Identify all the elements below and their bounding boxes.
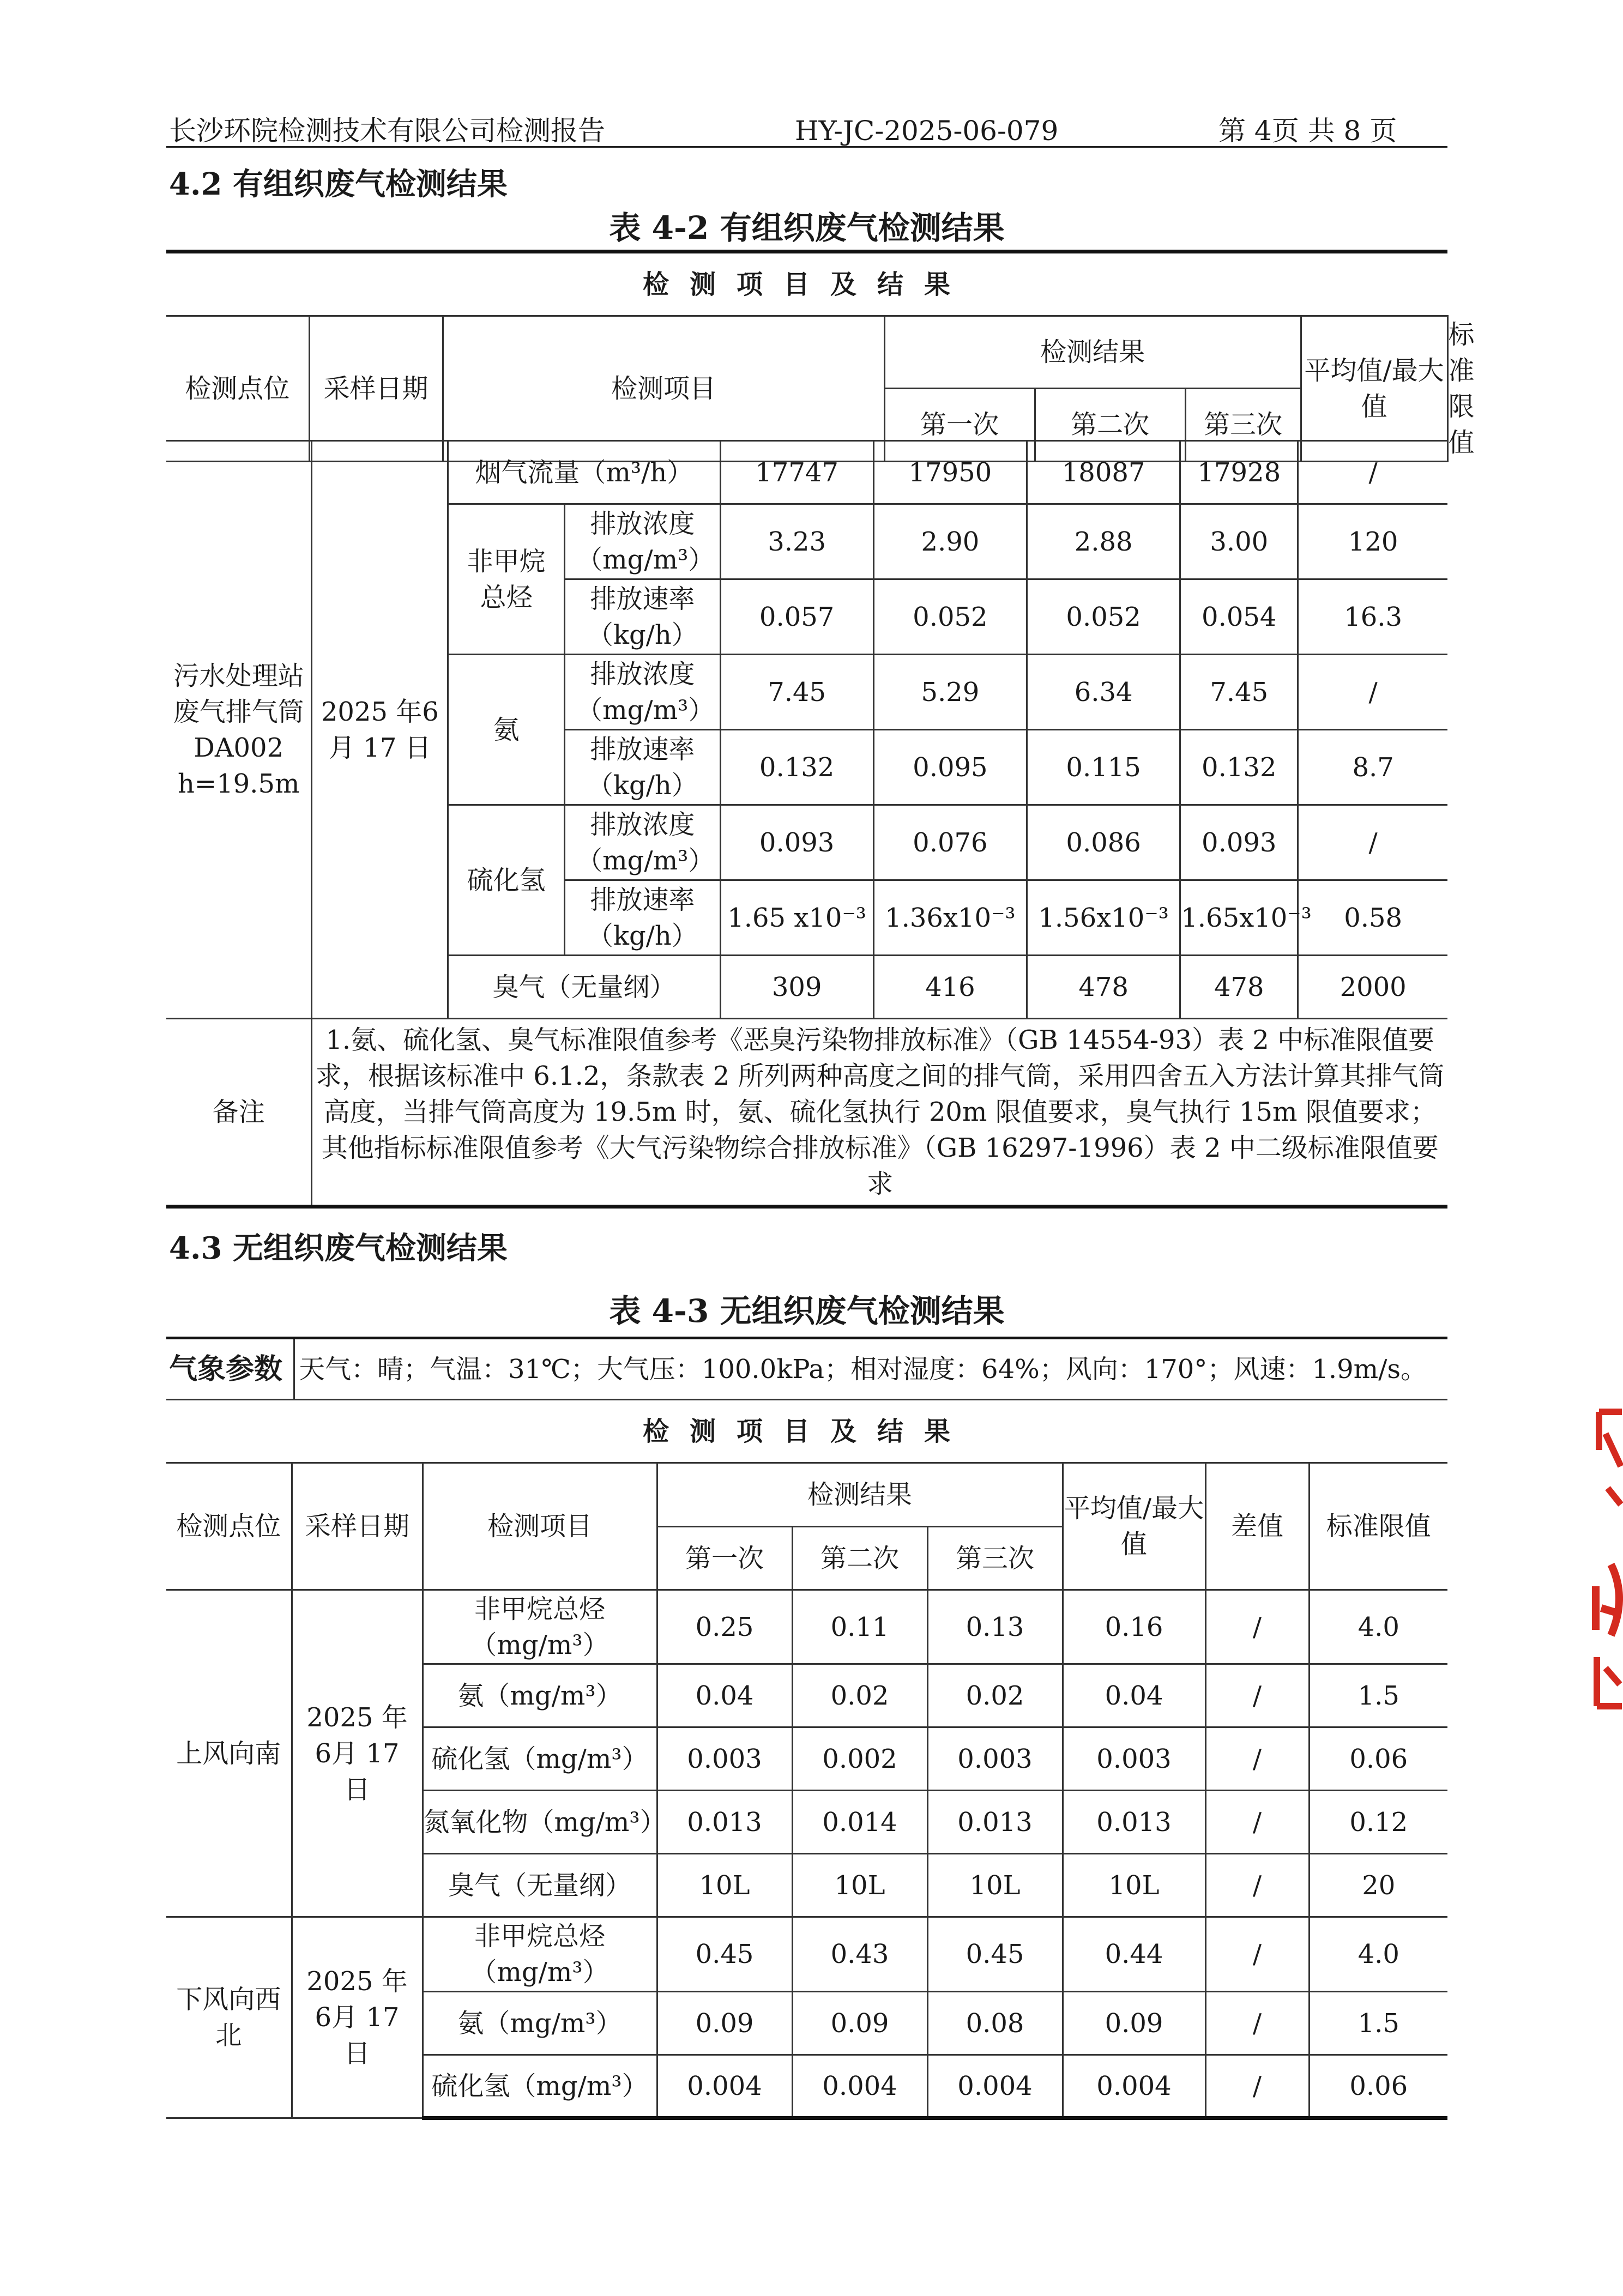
- td-v1: 0.057: [720, 579, 873, 655]
- td-avg: 0.04: [1063, 1664, 1205, 1727]
- header-company: 长沙环院检测技术有限公司检测报告: [169, 115, 605, 147]
- td-v2: 0.076: [873, 805, 1027, 880]
- td-v2: 0.11: [792, 1590, 927, 1664]
- td-limit: 8.7: [1298, 730, 1447, 805]
- td-v3: 2.88: [1027, 504, 1180, 579]
- th-avg: 平均值/最大值: [1063, 1463, 1205, 1590]
- td-avg: 0.003: [1063, 1727, 1205, 1791]
- td-limit: 120: [1298, 504, 1447, 579]
- td-limit: /: [1298, 441, 1447, 504]
- td-avg: 0.054: [1180, 579, 1298, 655]
- td-v1: 17747: [720, 441, 873, 504]
- table-row: [166, 441, 1447, 504]
- th-second: 第二次: [1035, 388, 1185, 461]
- td-v3: 18087: [1027, 441, 1180, 504]
- td-v2: 0.002: [792, 1727, 927, 1791]
- td-diff: /: [1205, 1791, 1309, 1854]
- table-row: [166, 1917, 1447, 1992]
- th-avg: 平均值/最大值: [1301, 316, 1447, 462]
- td-v3: 0.003: [927, 1727, 1063, 1791]
- td-limit: 4.0: [1309, 1590, 1447, 1664]
- td-limit: /: [1298, 655, 1447, 730]
- td-item: 硫化氢（mg/m³）: [423, 2055, 657, 2118]
- th-date: 采样日期: [309, 316, 443, 462]
- td-v3: 0.013: [927, 1791, 1063, 1854]
- remark-text: 1.氨、硫化氢、臭气标准限值参考《恶臭污染物排放标准》（GB 14554-93）表 2 中标准限值要求，根据该标准中 6.1.2，条款表 2 所列两种高度之间的排气筒，采用四舍五入方法计算其排气筒高度，当排气筒高度为 19.5m 时，氨、硫化氢执行 20m 限值要求，臭气执行 15m 限值要求；其他指标标准限值参考《大气污染物综合排放标准》（GB 16297-1996）表 2 中二级标准限值要求: [312, 1019, 1447, 1207]
- td-v1: 0.09: [657, 1992, 792, 2055]
- remark-label: 备注: [166, 1019, 312, 1207]
- weather-text: 天气：晴；气温：31℃；大气压：100.0kPa；相对湿度：64%；风向：170°；风速：1.9m/s。: [299, 1354, 1427, 1385]
- td-v1: 3.23: [720, 504, 873, 579]
- td-v3: 0.004: [927, 2055, 1063, 2118]
- td-item: 硫化氢（mg/m³）: [423, 1727, 657, 1791]
- th-second: 第二次: [792, 1527, 927, 1590]
- td-v2: 2.90: [873, 504, 1027, 579]
- td-limit: 1.5: [1309, 1992, 1447, 2055]
- td-v3: 0.02: [927, 1664, 1063, 1727]
- seal-stamp-fragment: [1589, 1401, 1623, 1712]
- td-v2: 416: [873, 956, 1027, 1019]
- td-date: 2025 年6月 17 日: [292, 1590, 423, 1917]
- table-4-3-title: 表 4-3 无组织废气检测结果: [609, 1292, 1005, 1330]
- td-v1: 7.45: [720, 655, 873, 730]
- td-sub: 排放速率（kg/h）: [565, 579, 720, 655]
- td-v1: 0.132: [720, 730, 873, 805]
- td-avg: 1.65x10⁻³: [1180, 880, 1298, 956]
- th-first: 第一次: [657, 1527, 792, 1590]
- td-limit: 0.06: [1309, 2055, 1447, 2118]
- td-v3: 0.052: [1027, 579, 1180, 655]
- header-rule: [166, 146, 1447, 148]
- th-item: 检测项目: [443, 316, 884, 462]
- th-point: 检测点位: [166, 1463, 292, 1590]
- td-limit: 1.5: [1309, 1664, 1447, 1727]
- td-v1: 0.004: [657, 2055, 792, 2118]
- td-diff: /: [1205, 1664, 1309, 1727]
- th-result: 检测结果: [884, 316, 1301, 389]
- td-group-h2s: 硫化氢: [448, 805, 565, 956]
- td-v2: 0.052: [873, 579, 1027, 655]
- th-point: 检测点位: [166, 316, 309, 462]
- td-v1: 0.45: [657, 1917, 792, 1992]
- td-v3: 0.086: [1027, 805, 1180, 880]
- td-limit: 0.12: [1309, 1791, 1447, 1854]
- td-v2: 5.29: [873, 655, 1027, 730]
- table-4-3-bar: 检测项目及结果: [166, 1400, 1447, 1463]
- td-v1: 0.25: [657, 1590, 792, 1664]
- td-point: 下风向西北: [166, 1917, 292, 2118]
- td-item: 臭气（无量纲）: [448, 956, 720, 1019]
- td-diff: /: [1205, 1590, 1309, 1664]
- td-limit: 0.06: [1309, 1727, 1447, 1791]
- td-diff: /: [1205, 1992, 1309, 2055]
- section-title-4-3: 4.3 无组织废气检测结果: [169, 1230, 508, 1266]
- td-group-ammonia: 氨: [448, 655, 565, 805]
- table-4-2: 检测项目及结果 检测点位 采样日期 检测项目 检测结果 平均值/最大值 标准限值 第一次 第二次 第三次: [166, 250, 1447, 462]
- td-v3: 0.115: [1027, 730, 1180, 805]
- table-4-2-bar: 检测项目及结果: [166, 252, 1447, 316]
- td-v2: 10L: [792, 1854, 927, 1917]
- td-diff: /: [1205, 1727, 1309, 1791]
- td-avg: 3.00: [1180, 504, 1298, 579]
- td-sub: 排放浓度（mg/m³）: [565, 655, 720, 730]
- th-third: 第三次: [1185, 388, 1301, 461]
- td-v1: 0.003: [657, 1727, 792, 1791]
- td-sub: 排放速率（kg/h）: [565, 880, 720, 956]
- td-item: 氨（mg/m³）: [423, 1992, 657, 2055]
- td-date: 2025 年6月 17 日: [292, 1917, 423, 2118]
- td-avg: 0.16: [1063, 1590, 1205, 1664]
- td-v1: 0.013: [657, 1791, 792, 1854]
- td-v3: 0.45: [927, 1917, 1063, 1992]
- td-v2: 17950: [873, 441, 1027, 504]
- td-avg: 17928: [1180, 441, 1298, 504]
- th-date: 采样日期: [292, 1463, 423, 1590]
- td-avg: 0.44: [1063, 1917, 1205, 1992]
- td-v1: 309: [720, 956, 873, 1019]
- td-v1: 0.04: [657, 1664, 792, 1727]
- td-v3: 0.08: [927, 1992, 1063, 2055]
- td-v2: 0.004: [792, 2055, 927, 2118]
- td-item: 非甲烷总烃（mg/m³）: [423, 1917, 657, 1992]
- td-v3: 10L: [927, 1854, 1063, 1917]
- td-avg: 0.132: [1180, 730, 1298, 805]
- td-v3: 6.34: [1027, 655, 1180, 730]
- table-4-2-body: [166, 440, 1447, 1209]
- td-v3: 478: [1027, 956, 1180, 1019]
- td-avg: 478: [1180, 956, 1298, 1019]
- td-limit: 20: [1309, 1854, 1447, 1917]
- section-title-4-2: 4.2 有组织废气检测结果: [169, 166, 508, 202]
- td-limit: 0.58: [1298, 880, 1447, 956]
- weather-label: 气象参数: [169, 1352, 283, 1386]
- td-v2: 0.43: [792, 1917, 927, 1992]
- table-row: [166, 1590, 1447, 1664]
- td-v2: 1.36x10⁻³: [873, 880, 1027, 956]
- td-limit: 4.0: [1309, 1917, 1447, 1992]
- header-report-number: HY-JC-2025-06-079: [795, 115, 1059, 147]
- td-item: 氮氧化物（mg/m³）: [423, 1791, 657, 1854]
- td-v1: 10L: [657, 1854, 792, 1917]
- td-item: 氨（mg/m³）: [423, 1664, 657, 1727]
- td-diff: /: [1205, 2055, 1309, 2118]
- td-point: 上风向南: [166, 1590, 292, 1917]
- th-first: 第一次: [884, 388, 1035, 461]
- td-sub: 排放速率（kg/h）: [565, 730, 720, 805]
- td-limit: 16.3: [1298, 579, 1447, 655]
- td-avg: 7.45: [1180, 655, 1298, 730]
- th-limit: 标准限值: [1309, 1463, 1447, 1590]
- td-limit: 2000: [1298, 956, 1447, 1019]
- td-point: 污水处理站废气排气筒DA002 h=19.5m: [166, 441, 312, 1019]
- header-page-number: 第 4页 共 8 页: [1218, 115, 1397, 147]
- th-item: 检测项目: [423, 1463, 657, 1590]
- td-avg: 10L: [1063, 1854, 1205, 1917]
- td-v3: 1.56x10⁻³: [1027, 880, 1180, 956]
- td-date: 2025 年6月 17 日: [312, 441, 448, 1019]
- remark-row: [166, 1019, 1447, 1207]
- td-avg: 0.013: [1063, 1791, 1205, 1854]
- td-v3: 0.13: [927, 1590, 1063, 1664]
- table-4-2-title: 表 4-2 有组织废气检测结果: [609, 209, 1005, 246]
- td-sub: 排放浓度（mg/m³）: [565, 805, 720, 880]
- td-avg: 0.004: [1063, 2055, 1205, 2118]
- th-diff: 差值: [1205, 1463, 1309, 1590]
- td-v2: 0.095: [873, 730, 1027, 805]
- td-item: 非甲烷总烃（mg/m³）: [423, 1590, 657, 1664]
- td-group-nmhc: 非甲烷总烃: [448, 504, 565, 655]
- td-limit: /: [1298, 805, 1447, 880]
- table-4-3: [166, 1399, 1447, 2120]
- td-item: 臭气（无量纲）: [423, 1854, 657, 1917]
- td-diff: /: [1205, 1854, 1309, 1917]
- td-sub: 排放浓度（mg/m³）: [565, 504, 720, 579]
- th-result: 检测结果: [657, 1463, 1063, 1527]
- td-v1: 1.65 x10⁻³: [720, 880, 873, 956]
- weather-separator: [293, 1339, 295, 1399]
- td-avg: 0.093: [1180, 805, 1298, 880]
- td-v2: 0.09: [792, 1992, 927, 2055]
- td-v2: 0.014: [792, 1791, 927, 1854]
- th-third: 第三次: [927, 1527, 1063, 1590]
- td-v2: 0.02: [792, 1664, 927, 1727]
- td-avg: 0.09: [1063, 1992, 1205, 2055]
- td-diff: /: [1205, 1917, 1309, 1992]
- td-v1: 0.093: [720, 805, 873, 880]
- td-item: 烟气流量（m³/h）: [448, 441, 720, 504]
